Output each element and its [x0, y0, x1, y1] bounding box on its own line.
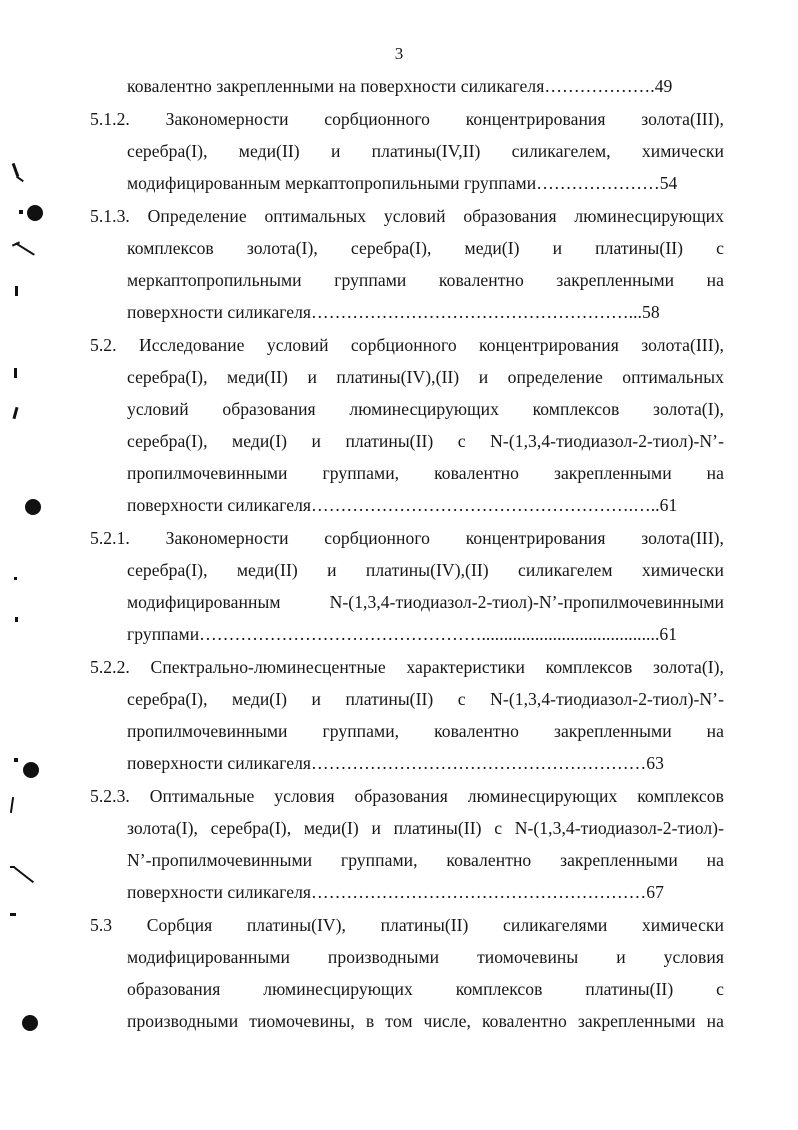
- toc-entry-5-3: 5.3 Сорбция платины(IV), платины(II) силикагелями химически: [90, 915, 724, 935]
- toc-line: поверхности силикагеля…………………………………………………67: [127, 882, 664, 902]
- scan-speck: [15, 617, 18, 622]
- scan-speck: [10, 866, 15, 868]
- scan-speck: [14, 758, 18, 762]
- toc-line: ковалентно закрепленными на поверхности силикагеля……………….49: [127, 76, 673, 96]
- toc-line: серебра(I), меди(II) и платины(IV),(II) силикагелем химически: [127, 560, 724, 580]
- binder-hole-mark: [27, 205, 43, 221]
- page-number: 3: [394, 44, 404, 63]
- toc-line: поверхности силикагеля………………………………………………...58: [127, 302, 660, 322]
- toc-entry-5-1-3: 5.1.3. Определение оптимальных условий образования люминесцирующих: [90, 206, 724, 226]
- toc-line: серебра(I), меди(II) и платины(IV),(II) и определение оптимальных: [127, 367, 724, 387]
- toc-line: серебра(I), меди(I) и платины(II) с N-(1,3,4-тиодиазол-2-тиол)-N’-: [127, 431, 724, 451]
- toc-line: меркаптопропильными группами ковалентно закрепленными на: [127, 270, 724, 290]
- toc-line: модифицированным N-(1,3,4-тиодиазол-2-тиол)-N’-пропилмочевинными: [127, 592, 724, 612]
- toc-line: серебра(I), меди(II) и платины(IV,II) силикагелем, химически: [127, 141, 724, 161]
- toc-line: модифицированными производными тиомочевины и условия: [127, 947, 724, 967]
- scan-speck: [19, 210, 23, 214]
- toc-line: модифицированным меркаптопропильными группами…………………54: [127, 173, 678, 193]
- toc-line: комплексов золота(I), серебра(I), меди(I) и платины(II) с: [127, 238, 724, 258]
- scan-speck: [14, 577, 17, 580]
- toc-entry-5-2-1: 5.2.1. Закономерности сорбционного концентрирования золота(III),: [90, 528, 724, 548]
- toc-line: группами…………………………………………........................................61: [127, 624, 678, 644]
- toc-line: пропилмочевинными группами, ковалентно закрепленными на: [127, 721, 724, 741]
- toc-line: производными тиомочевины, в том числе, ковалентно закрепленными на: [127, 1011, 724, 1031]
- toc-line: серебра(I), меди(I) и платины(II) с N-(1,3,4-тиодиазол-2-тиол)-N’-: [127, 689, 724, 709]
- binder-hole-mark: [23, 762, 39, 778]
- toc-line: поверхности силикагеля…………………………………………………63: [127, 753, 664, 773]
- toc-line: поверхности силикагеля……………………………………………….…..61: [127, 495, 678, 515]
- toc-entry-5-2-3: 5.2.3. Оптимальные условия образования люминесцирующих комплексов: [90, 786, 724, 806]
- toc-line: условий образования люминесцирующих комплексов золота(I),: [127, 399, 724, 419]
- scan-speck: [15, 286, 18, 296]
- toc-entry-5-2: 5.2. Исследование условий сорбционного концентрирования золота(III),: [90, 335, 724, 355]
- binder-hole-mark: [22, 1015, 38, 1031]
- scan-speck: [10, 913, 16, 916]
- toc-line: образования люминесцирующих комплексов платины(II) с: [127, 979, 724, 999]
- toc-line: золота(I), серебра(I), меди(I) и платины(II) с N-(1,3,4-тиодиазол-2-тиол)-: [127, 818, 724, 838]
- toc-entry-5-1-2: 5.1.2. Закономерности сорбционного концентрирования золота(III),: [90, 109, 724, 129]
- toc-entry-5-2-2: 5.2.2. Спектрально-люминесцентные характеристики комплексов золота(I),: [90, 657, 724, 677]
- binder-hole-mark: [25, 499, 41, 515]
- toc-line: N’-пропилмочевинными группами, ковалентно закрепленными на: [127, 850, 724, 870]
- scan-speck: [14, 368, 17, 378]
- toc-line: пропилмочевинными группами, ковалентно закрепленными на: [127, 463, 724, 483]
